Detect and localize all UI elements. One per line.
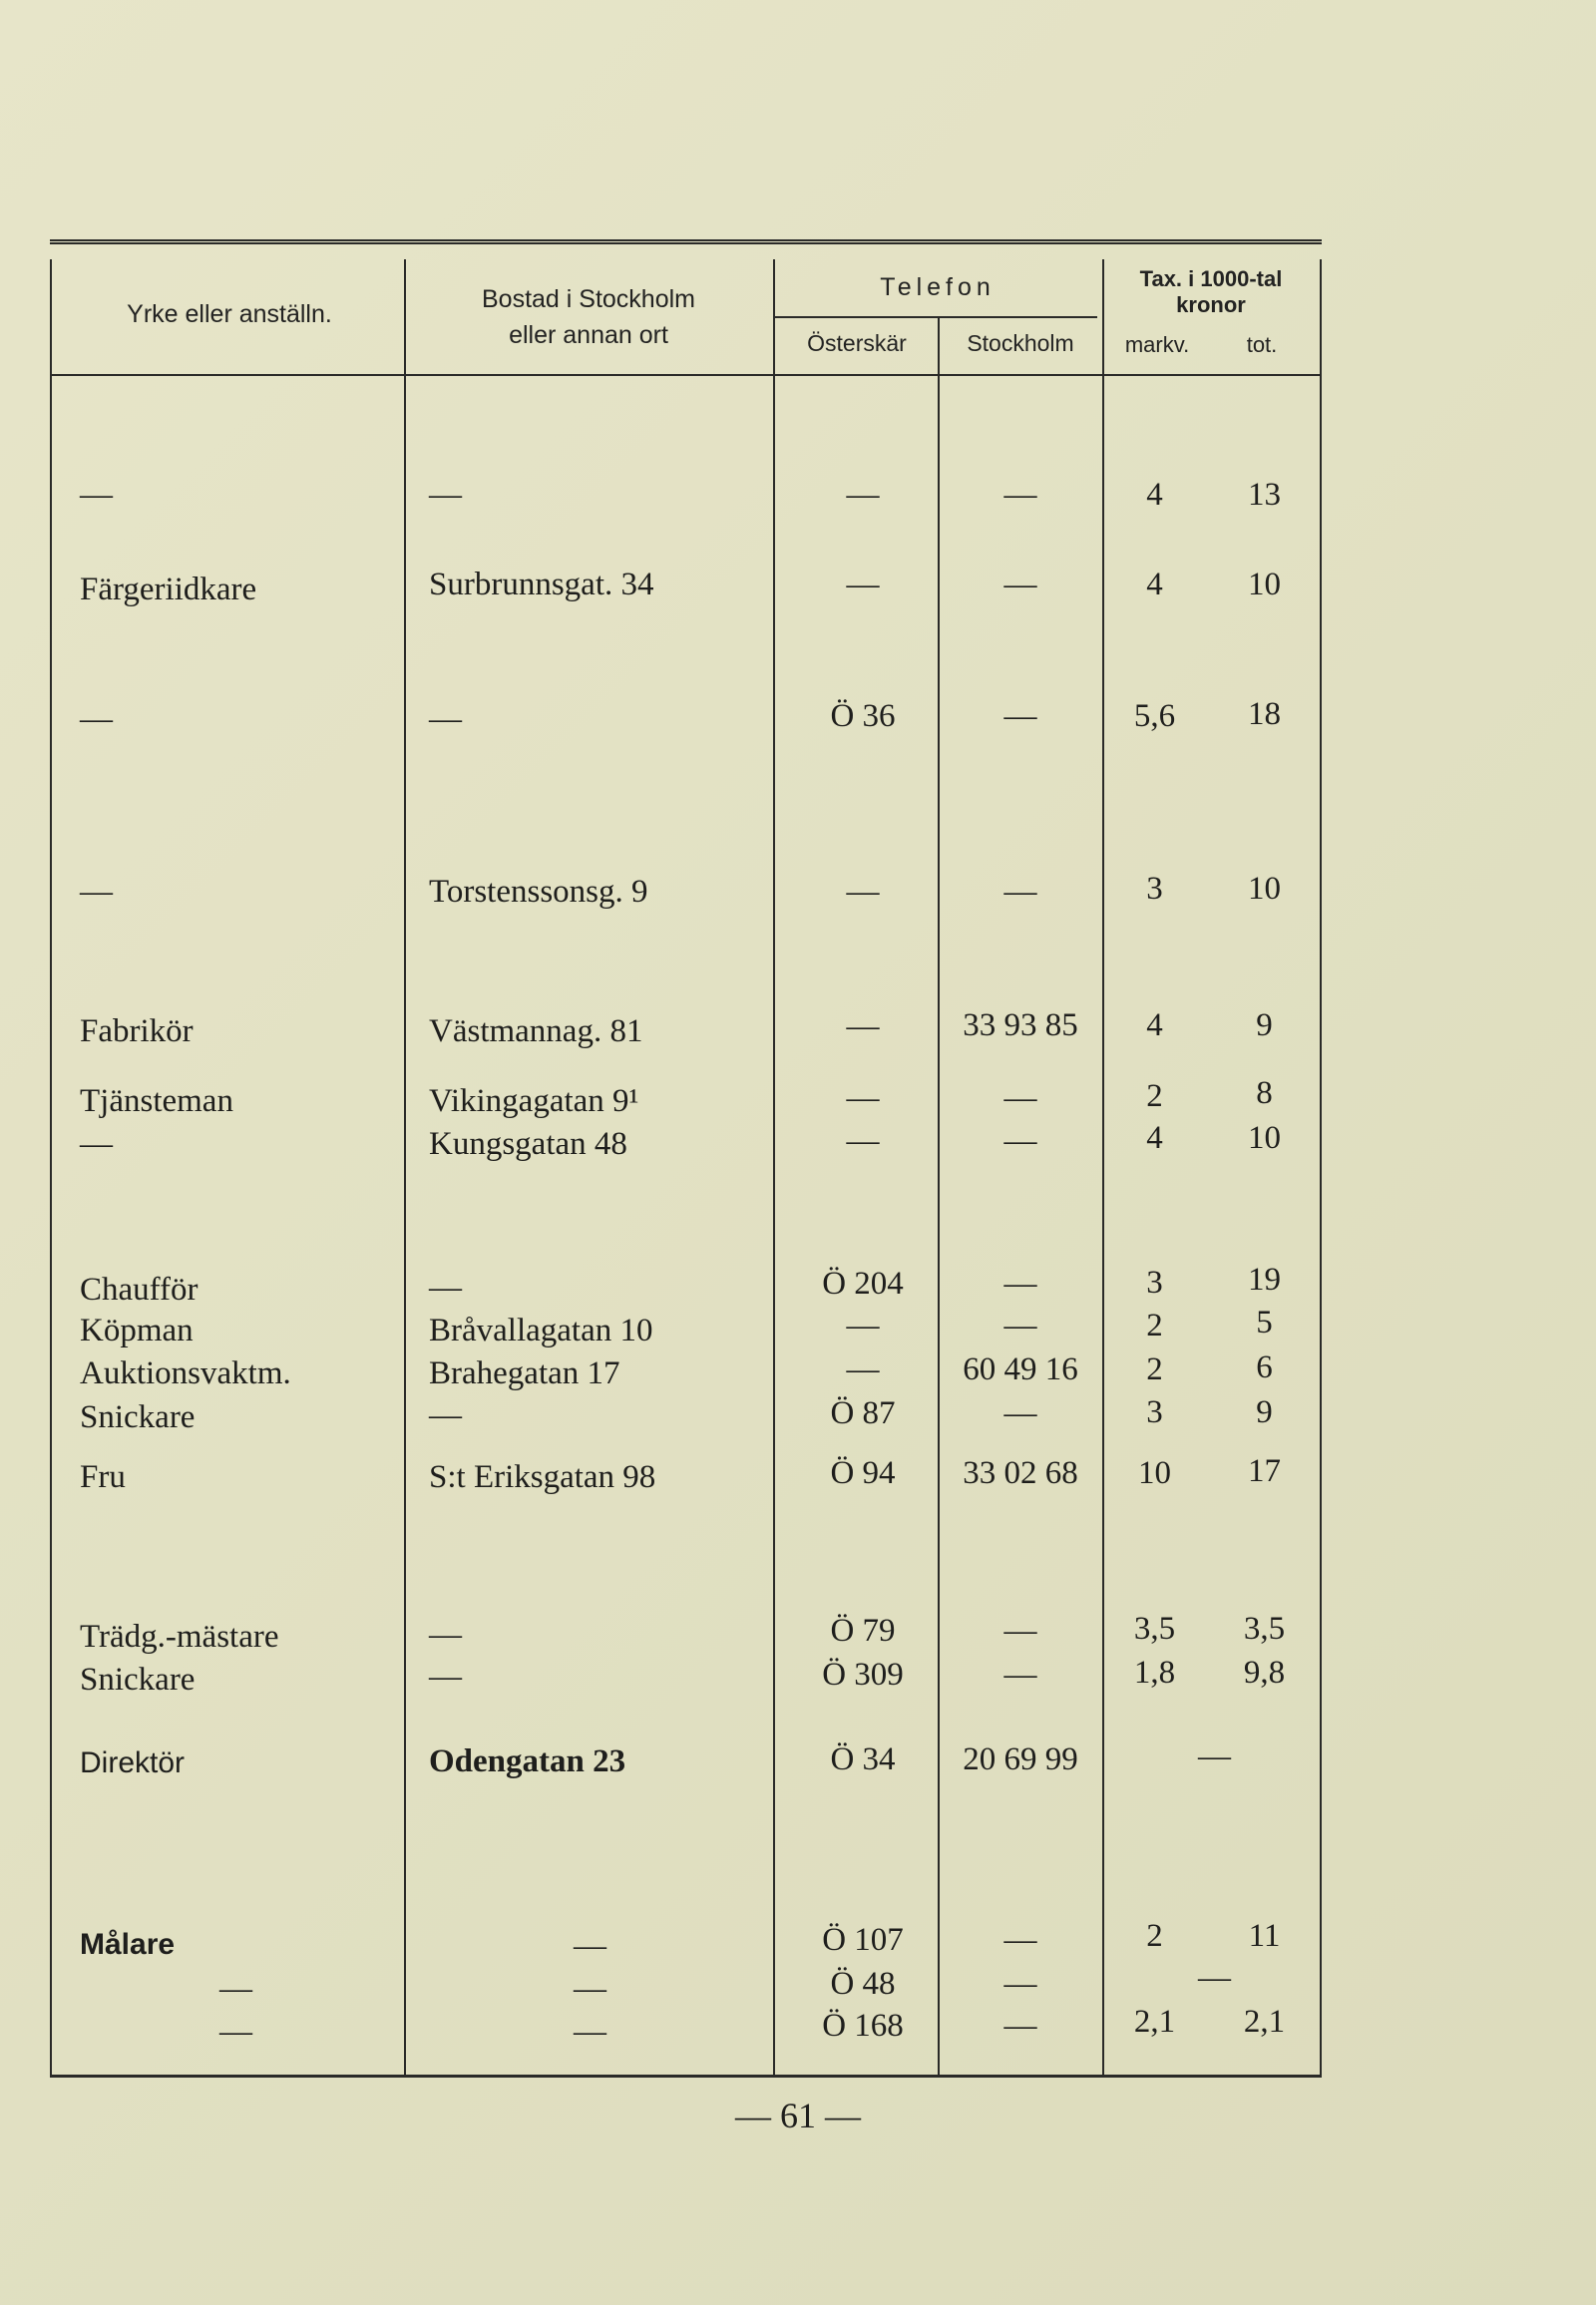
row-9-yrke: Köpman [80, 1313, 194, 1348]
row-9-markv: 2 [1146, 1308, 1163, 1344]
row-6-tot: 8 [1256, 1075, 1273, 1111]
header-tax-line2: kronor [1176, 292, 1246, 317]
row-2-yrke: Färgeriidkare [80, 572, 257, 607]
row-7-yrke: — [80, 1126, 113, 1162]
row-1-markv: 4 [1146, 477, 1163, 513]
row-6-markv: 2 [1146, 1078, 1163, 1114]
row-8-osterskar: Ö 204 [822, 1266, 904, 1302]
row-14-yrke: Snickare [80, 1662, 196, 1698]
row-16-markv: 2 [1146, 1918, 1163, 1954]
column-divider-bostad [404, 259, 406, 2075]
header-stockholm: Stockholm [967, 330, 1074, 356]
row-10-yrke: Auktionsvaktm. [80, 1355, 291, 1391]
row-10-stockholm: 60 49 16 [963, 1351, 1078, 1387]
row-12-osterskar: Ö 94 [830, 1455, 896, 1491]
row-5-bostad: Västmannag. 81 [429, 1013, 643, 1049]
row-12-markv: 10 [1138, 1455, 1171, 1491]
row-14-markv: 1,8 [1133, 1655, 1176, 1691]
register-table [50, 239, 1322, 2078]
row-14-stockholm: — [1003, 1657, 1037, 1693]
row-11-tot: 9 [1256, 1394, 1273, 1430]
row-4-tot: 10 [1248, 871, 1281, 907]
row-9-bostad: Bråvallagatan 10 [429, 1313, 653, 1348]
row-4-osterskar: — [846, 874, 880, 910]
row-17-osterskar: Ö 48 [830, 1966, 896, 2002]
row-13-markv: 3,5 [1133, 1611, 1176, 1647]
page-number: — 61 — [735, 2096, 861, 2135]
row-18-tot: 2,1 [1243, 2004, 1286, 2040]
row-16-yrke: Målare [80, 1928, 176, 1961]
row-13-bostad: — [429, 1617, 462, 1653]
row-9-tot: 5 [1256, 1305, 1273, 1341]
row-10-tot: 6 [1256, 1349, 1273, 1385]
column-divider-tax [1102, 259, 1104, 2075]
row-8-markv: 3 [1146, 1265, 1163, 1301]
header-markv: markv. [1124, 332, 1190, 357]
telefon-subheader-rule [773, 316, 1097, 318]
row-18-yrke: — [219, 2014, 252, 2050]
row-8-tot: 19 [1248, 1262, 1281, 1298]
row-3-tot: 18 [1248, 696, 1281, 732]
row-15-bostad: Odengatan 23 [429, 1743, 626, 1779]
header-bostad-line1: Bostad i Stockholm [482, 285, 695, 313]
row-7-bostad: Kungsgatan 48 [429, 1126, 627, 1162]
row-13-yrke: Trädg.-mästare [80, 1619, 279, 1655]
row-18-osterskar: Ö 168 [822, 2008, 904, 2044]
row-8-bostad: — [429, 1270, 462, 1306]
row-4-markv: 3 [1146, 871, 1163, 907]
header-telefon: Telefon [880, 273, 996, 301]
row-2-stockholm: — [1003, 567, 1037, 602]
row-13-tot: 3,5 [1243, 1611, 1286, 1647]
row-18-stockholm: — [1003, 2008, 1037, 2044]
row-5-yrke: Fabrikör [80, 1013, 194, 1049]
row-3-yrke: — [80, 701, 113, 737]
header-tot: tot. [1246, 332, 1278, 357]
row-8-yrke: Chaufför [80, 1272, 199, 1308]
row-15-markv: — [1198, 1738, 1231, 1774]
row-5-osterskar: — [846, 1008, 880, 1044]
header-bostad-line2: eller annan ort [509, 321, 668, 349]
row-6-osterskar: — [846, 1080, 880, 1116]
row-2-tot: 10 [1248, 567, 1281, 602]
row-16-osterskar: Ö 107 [822, 1922, 904, 1958]
row-9-osterskar: — [846, 1308, 880, 1344]
row-1-tot: 13 [1248, 477, 1281, 513]
header-yrke: Yrke eller anställn. [127, 300, 332, 328]
row-1-stockholm: — [1003, 477, 1037, 513]
row-12-yrke: Fru [80, 1459, 126, 1495]
row-9-stockholm: — [1003, 1308, 1037, 1344]
row-8-stockholm: — [1003, 1266, 1037, 1302]
row-3-markv: 5,6 [1133, 698, 1176, 734]
row-17-bostad: — [574, 1971, 606, 2007]
column-divider-stockholm [938, 316, 940, 2075]
row-12-tot: 17 [1248, 1453, 1281, 1489]
row-5-markv: 4 [1146, 1007, 1163, 1043]
header-tax-line1: Tax. i 1000-tal [1139, 266, 1283, 291]
row-10-bostad: Brahegatan 17 [429, 1355, 620, 1391]
row-11-markv: 3 [1146, 1394, 1163, 1430]
header-rule [50, 374, 1322, 376]
row-7-tot: 10 [1248, 1120, 1281, 1156]
row-14-bostad: — [429, 1659, 462, 1695]
row-11-yrke: Snickare [80, 1399, 196, 1435]
row-18-markv: 2,1 [1133, 2004, 1176, 2040]
row-7-stockholm: — [1003, 1123, 1037, 1159]
row-11-osterskar: Ö 87 [830, 1395, 896, 1431]
row-18-bostad: — [574, 2014, 606, 2050]
row-16-tot: 11 [1248, 1918, 1281, 1954]
row-6-bostad: Vikingagatan 9¹ [429, 1083, 639, 1119]
row-15-yrke: Direktör [80, 1746, 186, 1779]
row-17-markv: — [1198, 1960, 1231, 1996]
row-1-bostad: — [429, 477, 462, 513]
row-3-bostad: — [429, 701, 462, 737]
row-17-stockholm: — [1003, 1966, 1037, 2002]
row-14-osterskar: Ö 309 [822, 1657, 904, 1693]
row-10-markv: 2 [1146, 1351, 1163, 1387]
row-4-stockholm: — [1003, 874, 1037, 910]
table-border-left [50, 259, 52, 2075]
row-15-osterskar: Ö 34 [830, 1741, 896, 1777]
row-2-bostad: Surbrunnsgat. 34 [429, 567, 654, 602]
row-6-stockholm: — [1003, 1080, 1037, 1116]
row-12-bostad: S:t Eriksgatan 98 [429, 1459, 656, 1495]
row-13-osterskar: Ö 79 [830, 1613, 896, 1649]
row-13-stockholm: — [1003, 1613, 1037, 1649]
row-5-tot: 9 [1256, 1007, 1273, 1043]
row-1-osterskar: — [846, 477, 880, 513]
row-4-yrke: — [80, 874, 113, 910]
row-2-osterskar: — [846, 567, 880, 602]
column-divider-telefon [773, 259, 775, 2075]
row-15-stockholm: 20 69 99 [963, 1741, 1078, 1777]
row-5-stockholm: 33 93 85 [963, 1007, 1078, 1043]
row-7-osterskar: — [846, 1123, 880, 1159]
row-1-yrke: — [80, 477, 113, 513]
row-10-osterskar: — [846, 1351, 880, 1387]
row-16-stockholm: — [1003, 1922, 1037, 1958]
row-11-bostad: — [429, 1397, 462, 1433]
row-3-stockholm: — [1003, 698, 1037, 734]
row-11-stockholm: — [1003, 1395, 1037, 1431]
row-17-yrke: — [219, 1971, 252, 2007]
row-7-markv: 4 [1146, 1120, 1163, 1156]
table-border-right [1320, 259, 1322, 2075]
row-4-bostad: Torstenssonsg. 9 [429, 874, 648, 910]
header-osterskar: Österskär [807, 330, 907, 356]
row-16-bostad: — [574, 1928, 606, 1964]
row-12-stockholm: 33 02 68 [963, 1455, 1078, 1491]
row-14-tot: 9,8 [1243, 1655, 1286, 1691]
row-6-yrke: Tjänsteman [80, 1083, 233, 1119]
row-3-osterskar: Ö 36 [830, 698, 896, 734]
row-2-markv: 4 [1146, 567, 1163, 602]
